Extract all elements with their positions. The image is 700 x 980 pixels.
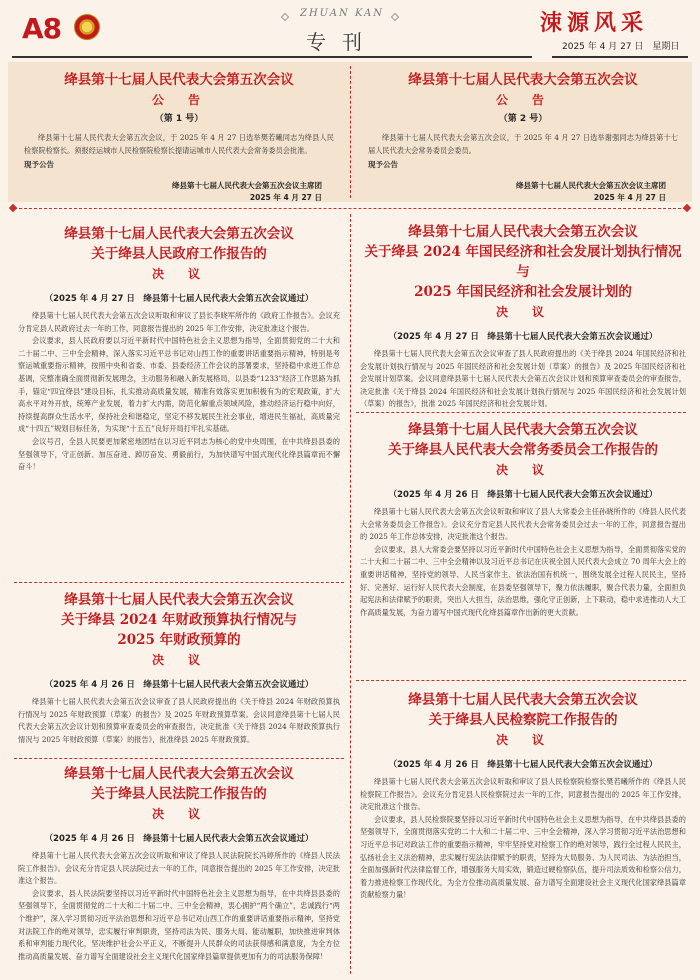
notice-1 [24, 70, 334, 204]
headline: 关于绛县人民代表大会常务委员会工作报告的 [388, 442, 658, 458]
column-pinyin: ZHUAN KAN [300, 8, 384, 19]
headline: 绛县第十七届人民代表大会第五次会议 [64, 72, 294, 88]
headline: 绛县第十七届人民代表大会第五次会议 [408, 224, 638, 240]
article-body [360, 506, 686, 619]
headline: 2025 年国民经济和社会发展计划的 [414, 284, 632, 300]
adoption-note: （2025 年 4 月 26 日 绛县第十七届人民代表大会第五次会议通过） [388, 490, 658, 500]
resolution-budget [18, 590, 340, 746]
paragraph: 会议要求，县人民法院要坚持以习近平新时代中国特色社会主义思想为指导，在中共绛县县委的坚强领导下，全面贯彻党的二十大和二十届二中、三中全会精神，衷心拥护“两个确立”，忠诚践行“两个维护”，深入学习贯彻习近平法治思想和习近平总书记对山西工作的重要讲话重要指示精神，坚持党对法院工作的绝对领导，忠实履行审判职责，坚持司法为民、服务大局、能动履职，加快推进审判体系和审判能力现代化，坚决维护社会公平正义，不断提升人民群众的司法获得感和满意度，为全方位推动高质量发展、奋力谱写全面建设社会主义现代化国家绛县篇章提供更加有力的司法服务保障！ [18, 888, 340, 961]
paragraph: 绛县第十七届人民代表大会第五次会议听取和审议了县长李晓军所作的《政府工作报告》。会议充分肯定县人民政府过去一年的工作，同意报告提出的 2025 年工作安排，决定批准这个报告。 [18, 311, 340, 333]
divider-ornament [9, 204, 17, 212]
header-rule [12, 56, 532, 58]
headline: 绛县第十七届人民代表大会第五次会议 [64, 592, 294, 608]
adoption-note: （2025 年 4 月 27 日 绛县第十七届人民代表大会第五次会议通过） [44, 294, 314, 304]
adoption-note: （2025 年 4 月 26 日 绛县第十七届人民代表大会第五次会议通过） [44, 834, 314, 844]
ornament-icon [391, 13, 399, 21]
resolution-procuratorate-report [360, 690, 686, 902]
headline: 关于绛县人民法院工作报告的 [91, 786, 267, 802]
paragraph: 绛县第十七届人民代表大会第五次会议听取和审议了绛县人民法院院长冯婷所作的《绛县人民法院工作报告》。会议充分肯定县人民法院过去一年的工作，同意报告提出的 2025 年工作安排，决定批准这个报告。 [18, 851, 340, 886]
paragraph: 绛县第十七届人民代表大会第五次会议，于 2025 年 4 月 27 日选举谢强同志为绛县第十七届人民代表大会常务委员会委员。 [368, 133, 678, 155]
headline-subtitle: 决 议 [495, 733, 550, 747]
paragraph: 绛县第十七届人民代表大会第五次会议审查了县人民政府提出的《关于绛县 2024 年财政预算执行情况与 2025 年财政预算（草案）的报告》及 2025 年财政预算草案。会议同意绛县第十七届人民代表大会第五次会议计划和预算审查委员会的审查报告，决定批准《关于绛县 2024 年财政预算执行情况与 2025 年财政预算（草案）的报告》，批准绛县 2025 年财政预算。 [18, 697, 340, 744]
signature-org: 绛县第十七届人民代表大会第五次会议主席团 [172, 180, 322, 190]
headline: 绛县第十七届人民代表大会第五次会议 [408, 692, 638, 708]
section-divider [14, 758, 344, 759]
section-divider [14, 582, 344, 583]
publication-date: 2025 年 4 月 27 日 星期日 [562, 42, 680, 52]
resolution-economic-plan [360, 222, 686, 411]
brand-logo: 涑源风采 [540, 10, 649, 36]
notice-number: （第 2 号） [498, 114, 548, 124]
adoption-note: （2025 年 4 月 26 日 绛县第十七届人民代表大会第五次会议通过） [44, 680, 314, 690]
headline: 绛县第十七届人民代表大会第五次会议 [64, 766, 294, 782]
section-divider [356, 412, 686, 413]
resolution-standing-committee [360, 420, 686, 619]
headline-subtitle: 公 告 [495, 93, 550, 107]
column-divider [350, 214, 351, 974]
headline-subtitle: 决 议 [495, 305, 550, 319]
paragraph: 绛县第十七届人民代表大会第五次会议，于 2025 年 4 月 27 日选举樊若曦同志为绛县人民检察院检察长。须报经运城市人民检察院检察长提请运城市人民代表大会常务委员会批准。 [24, 133, 334, 155]
headline-subtitle: 决 议 [151, 807, 206, 821]
section-divider [356, 680, 686, 681]
article-body [368, 132, 678, 172]
headline: 2025 年财政预算的 [117, 632, 241, 648]
headline: 绛县第十七届人民代表大会第五次会议 [408, 422, 638, 438]
paragraph: 会议要求，县人民政府要以习近平新时代中国特色社会主义思想为指导，全面贯彻党的二十大和二十届二中、三中全会精神，深入落实习近平总书记对山西工作的重要讲话重要指示精神，特别是考察运城重要指示精神，按照中央和省委、市委、县委经济工作会议的部署要求，坚持稳中求进工作总基调，完整准确全面贯彻新发展理念，主动服务和融入新发展格局，以县委“1233”经济工作思路为抓手，锚定“四宜绛县”建设目标，扎实推动高质量发展，精准有效落实更加积极有为的宏观政策，扩大高水平对外开放，统筹产业发展，着力扩大内需，防范化解重点领域风险，推动经济运行稳中向好，持续提高群众生活水平，保持社会和谐稳定，坚定不移发展民生社会事业，增进民生福祉，高质量完成“十四五”规划目标任务，为实现“十五五”良好开局打牢扎实基础。 [18, 336, 340, 434]
signature-date: 2025 年 4 月 27 日 [593, 192, 666, 202]
masthead [0, 0, 700, 58]
adoption-note: （2025 年 4 月 26 日 绛县第十七届人民代表大会第五次会议通过） [388, 760, 658, 770]
signature-org: 绛县第十七届人民代表大会第五次会议主席团 [516, 180, 666, 190]
adoption-note: （2025 年 4 月 27 日 绛县第十七届人民代表大会第五次会议通过） [388, 332, 658, 342]
article-body [18, 850, 340, 963]
paragraph: 会议要求，县人民检察院要坚持以习近平新时代中国特色社会主义思想为指导，在中共绛县县委的坚强领导下，全面贯彻落实党的二十大和二十届二中、三中全会精神，深入学习贯彻习近平法治思想和习近平总书记对政法工作的重要指示精神，牢牢坚持党对检察工作的绝对领导，践行全过程人民民主，弘扬社会主义法治精神，忠实履行宪法法律赋予的职责，坚持为大局服务、为人民司法、为法治担当，全面加强新时代法律监督工作，增强服务大局实效，锻造过硬检察队伍，提升司法质效和检察公信力，着力推进检察工作现代化，为全方位推动高质量发展、奋力谱写全面建设社会主义现代化国家绛县篇章贡献检察力量！ [360, 814, 686, 900]
notice-number: （第 1 号） [154, 114, 204, 124]
article-body [18, 696, 340, 746]
article-body [24, 132, 334, 172]
headline: 关于绛县 2024 年国民经济和社会发展计划执行情况与 [364, 244, 682, 280]
headline-subtitle: 决 议 [495, 463, 550, 477]
national-emblem-icon [74, 14, 100, 40]
signature-block [24, 180, 334, 204]
section-divider [14, 208, 686, 209]
signature-date: 2025 年 4 月 27 日 [249, 192, 322, 202]
notice-closing: 现予公告 [24, 160, 54, 170]
paragraph: 绛县第十七届人民代表大会第五次会议审查了县人民政府提出的《关于绛县 2024 年国民经济和社会发展计划执行情况与 2025 年国民经济和社会发展计划（草案）的报告》及 2025 年国民经济和社会发展计划草案。会议同意绛县第十七届人民代表大会第五次会议计划和预算审查委员会的审查报告，决定批准《关于绛县 2024 年国民经济和社会发展计划执行情况与 2025 年国民经济和社会发展计划（草案）的报告》，批准 2025 年国民经济和社会发展计划。 [360, 349, 686, 409]
paragraph: 绛县第十七届人民代表大会第五次会议听取和审议了县人民检察院检察长樊若曦所作的《绛县人民检察院工作报告》。会议充分肯定县人民检察院过去一年的工作，同意报告提出的 2025 年工作安排，决定批准这个报告。 [360, 777, 686, 812]
headline: 关于绛县 2024 年财政预算执行情况与 [61, 612, 297, 628]
signature-block [368, 180, 678, 204]
paragraph: 会议号召，全县人民要更加紧密地团结在以习近平同志为核心的党中央周围，在中共绛县县委的坚强领导下，守正创新、加压奋进、踔厉奋发、勇毅前行，为加快谱写中国式现代化绛县篇章而不懈奋斗！ [18, 436, 340, 472]
notice-2 [368, 70, 678, 204]
column-title: 专刊 [306, 30, 378, 54]
headline-subtitle: 决 议 [151, 653, 206, 667]
article-body [360, 348, 686, 411]
resolution-court-report [18, 764, 340, 963]
header-rule [552, 56, 688, 58]
headline: 关于绛县人民检察院工作报告的 [428, 712, 618, 728]
column-divider [350, 66, 351, 198]
headline: 绛县第十七届人民代表大会第五次会议 [408, 72, 638, 88]
article-body [360, 776, 686, 902]
divider-ornament [683, 204, 691, 212]
article-body [18, 310, 340, 474]
notice-closing: 现予公告 [368, 160, 398, 170]
headline: 绛县第十七届人民代表大会第五次会议 [64, 226, 294, 242]
page-number: A8 [22, 12, 62, 45]
ornament-icon [281, 13, 289, 21]
headline: 关于绛县人民政府工作报告的 [91, 246, 267, 262]
paragraph: 绛县第十七届人民代表大会第五次会议听取和审议了县人大常委会主任孙晓所作的《绛县人民代表大会常务委员会工作报告》。会议充分肯定县人民代表大会常务委员会过去一年的工作，同意报告提出的 2025 年工作总体安排，决定批准这个报告。 [360, 507, 686, 542]
resolution-government-report [18, 224, 340, 474]
headline-subtitle: 公 告 [151, 93, 206, 107]
paragraph: 会议要求，县人大常委会要坚持以习近平新时代中国特色社会主义思想为指导，全面贯彻落实党的二十大和二十届二中、三中全会精神以及习近平总书记在庆祝全国人民代表大会成立 70 周年大会上的重要讲话精神，坚持党的领导、人民当家作主、依法治国有机统一，围绕发展全过程人民民主，坚持好、完善好、运行好人民代表大会制度，在县委坚强领导下，聚力依法履职，聚合代表力量，全面担负起宪法和法律赋予的职责，突出人大担当，法治思维，强化守正创新，上下联动，稳中求进推动人大工作高质量发展，为奋力谱写中国式现代化绛县篇章作出新的更大贡献。 [360, 544, 686, 617]
headline-subtitle: 决 议 [151, 267, 206, 281]
